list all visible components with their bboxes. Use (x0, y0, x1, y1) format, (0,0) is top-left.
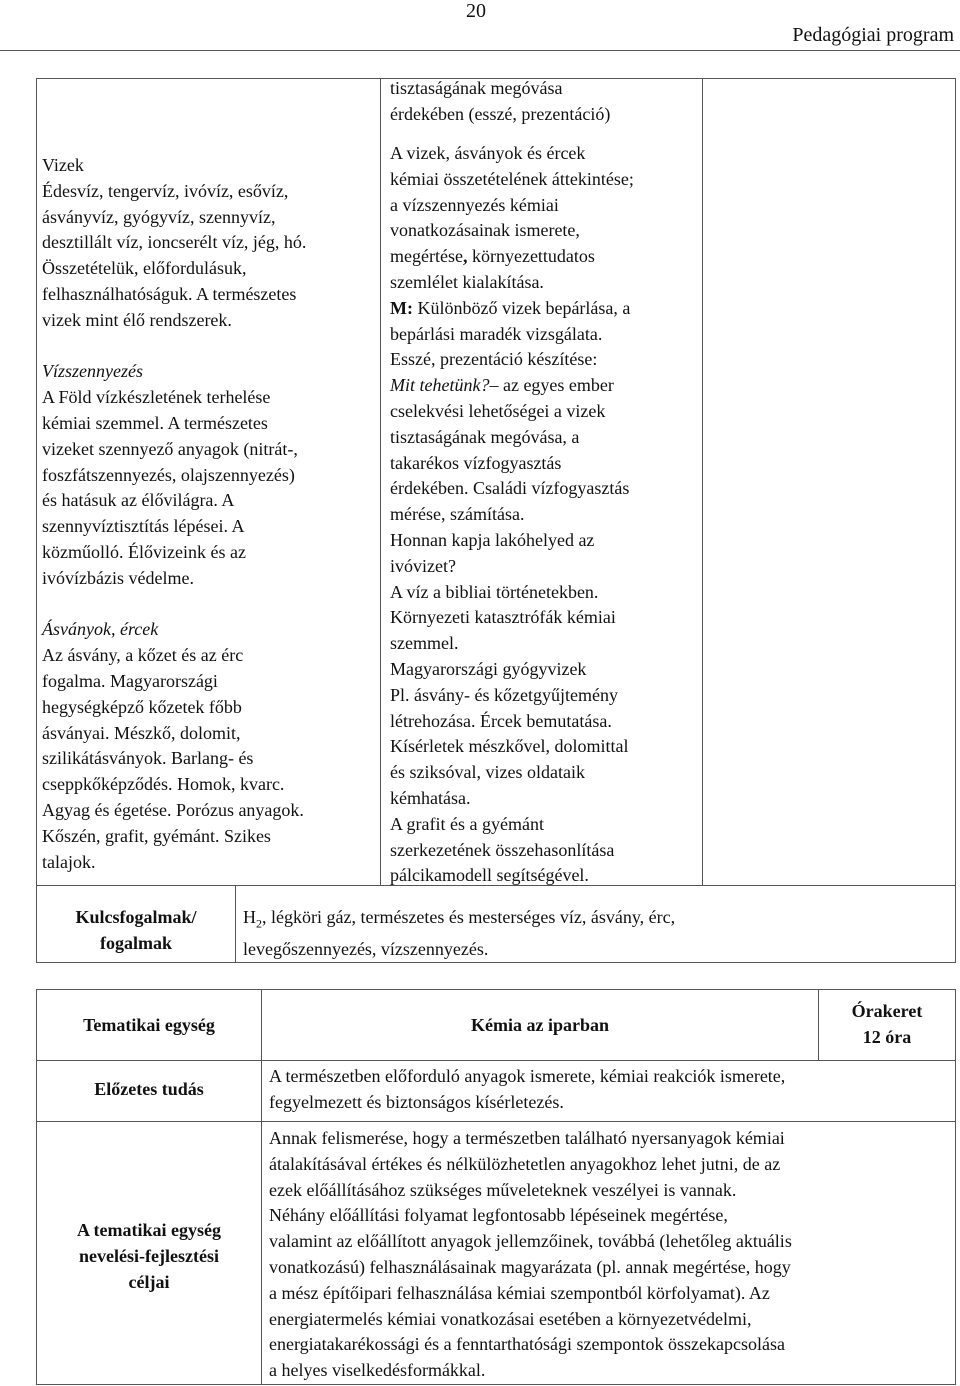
text-line: A vizek, ásványok és ércek (390, 143, 586, 163)
text-line: létrehozása. Ércek bemutatása. (390, 710, 612, 731)
text-line: érdekében. Családi vízfogyasztás (390, 478, 630, 499)
document-title: Pedagógiai program (792, 24, 954, 46)
text-line: szerkezetének összehasonlítása (390, 839, 615, 860)
text-line: fogalma. Magyarországi (42, 670, 218, 691)
page-number: 20 (466, 0, 486, 22)
text-line: szennyvíztisztítás lépései. A (42, 516, 245, 537)
unit-label: Tematikai egység (83, 1015, 215, 1035)
prior-label: Előzetes tudás (94, 1079, 204, 1099)
text-line: Agyag és égetése. Porózus anyagok. (42, 799, 304, 820)
text-line: foszfátszennyezés, olajszennyezés) (42, 464, 295, 485)
text-line: talajok. (42, 851, 96, 872)
text-line: és hatásuk az élővilágra. A (42, 490, 235, 511)
text-line: kémiai szemmel. A természetes (42, 412, 268, 433)
text-line: A természetben előforduló anyagok ismerete, kémiai reakciók ismerete, (269, 1066, 786, 1086)
text-line: szemlélet kialakítása. (390, 271, 544, 292)
text-line: fegyelmezett és biztonságos kísérletezés. (269, 1091, 564, 1112)
text-line: tisztaságának megóvása, a (390, 426, 580, 447)
text-line: Kísérletek mészkővel, dolomittal (390, 736, 629, 757)
text-line: ásványai. Mészkő, dolomit, (42, 722, 241, 743)
text-line: A víz a bibliai történetekben. (390, 581, 599, 602)
header-rule (0, 50, 960, 51)
text-line: Magyarországi gyógyvizek (390, 658, 587, 679)
text-line: valamint az előállított anyagok jellemzőinek, továbbá (lehetőleg aktuális (269, 1231, 792, 1252)
text-line: Mit tehetünk?– az egyes ember (390, 375, 614, 396)
text-line: Vizek (42, 155, 84, 175)
text-line: közműolló. Élővizeink és az (42, 541, 246, 562)
text-line: Összetételük, előfordulásuk, (42, 258, 247, 279)
text-line: ivóvízbázis védelme. (42, 567, 194, 588)
text-line: szilikátásványok. Barlang- és (42, 748, 254, 769)
text-line: desztillált víz, ioncserélt víz, jég, hó. (42, 232, 307, 253)
text-line: energiatakarékossági és a fenntarthatósági szempontok összekapcsolása (269, 1334, 785, 1355)
text-line: ezek előállításához szükséges műveleteknek veszélyei is vannak. (269, 1179, 737, 1200)
text-line: cselekvési lehetőségei a vizek (390, 400, 606, 421)
text-line: Honnan kapja lakóhelyed az (390, 529, 595, 550)
text-line: felhasználhatóságuk. A természetes (42, 283, 297, 304)
unit-title: Kémia az iparban (471, 1015, 609, 1035)
notes-cell (702, 78, 956, 886)
text-line: a mész építőipari felhasználása kémiai szempontból körfolyamat). Az (269, 1282, 770, 1303)
text-line: vizeket szennyező anyagok (nitrát-, (42, 438, 298, 459)
text-line: megértése, környezettudatos (390, 246, 595, 267)
text-line: energiatermelés kémiai vonatkozásai esetében a környezetvédelmi, (269, 1308, 752, 1329)
text-line: hegységképző kőzetek főbb (42, 696, 242, 717)
keyconcepts-label: Kulcsfogalmak/ fogalmak (75, 907, 197, 953)
text-line: Vízszennyezés (42, 361, 143, 382)
hours-block (818, 999, 956, 1051)
activities-text (390, 141, 634, 889)
activities-top-text (390, 76, 610, 128)
text-line: vonatkozású) felhasználásainak magyarázata (pl. annak megértése, hogy (269, 1256, 791, 1277)
text-line: Kőszén, grafit, gyémánt. Szikes (42, 825, 271, 846)
text-line: a helyes viselkedésformákkal. (269, 1360, 486, 1381)
text-line: vonatkozásainak ismerete, (390, 220, 580, 241)
text-line: bepárlási maradék vizsgálata. (390, 323, 603, 344)
text-line: szemmel. (390, 633, 459, 654)
text-line: A Föld vízkészletének terhelése (42, 387, 271, 408)
text-line: érdekében (esszé, prezentáció) (390, 103, 611, 124)
prior-text (269, 1064, 785, 1116)
text-line: Esszé, prezentáció készítése: (390, 349, 598, 370)
hours-label: Órakeret (851, 1001, 923, 1021)
text-line: cseppkőképződés. Homok, kvarc. (42, 774, 285, 795)
text-line: tisztaságának megóvása (390, 78, 563, 98)
text-line (42, 592, 306, 618)
text-line: M: Különböző vizek bepárlása, a (390, 297, 631, 318)
text-line: mérése, számítása. (390, 504, 525, 525)
text-line: Ásványok, ércek (42, 619, 159, 640)
text-line: a vízszennyezés kémiai (390, 194, 559, 215)
text-line: ásványvíz, gyógyvíz, szennyvíz, (42, 206, 276, 227)
text-line: és sziksóval, vizes oldataik (390, 762, 585, 783)
text-line: Édesvíz, tengervíz, ivóvíz, esővíz, (42, 180, 289, 201)
text-line: Annak felismerése, hogy a természetben található nyersanyagok kémiai (269, 1128, 785, 1148)
text-line: kémiai összetételének áttekintése; (390, 168, 634, 189)
text-line: vizek mint élő rendszerek. (42, 309, 232, 330)
text-line: Környezeti katasztrófák kémiai (390, 607, 616, 628)
text-line: ivóvizet? (390, 555, 456, 576)
goals-label: A tematikai egység nevelési-fejlesztési céljai (77, 1220, 221, 1292)
text-line: kémhatása. (390, 787, 471, 808)
goals-text (269, 1126, 792, 1384)
hours-value: 12 óra (862, 1026, 912, 1047)
text-line: takarékos vízfogyasztás (390, 452, 562, 473)
keyconcepts-text: $H_2$, légköri gáz, természetes és mesterséges víz, ásvány, érc, levegőszennyezés, vízszennyezés. (243, 907, 676, 960)
text-line: átalakításával értékes és nélkülözhetetlen anyagokhoz lehet jutni, de az (269, 1153, 781, 1174)
text-line: Az ásvány, a kőzet és az érc (42, 645, 244, 666)
text-line: Néhány előállítási folyamat legfontosabb lépéseinek megértése, (269, 1205, 728, 1226)
text-line (42, 334, 306, 360)
content-text (42, 153, 306, 875)
text-line: A grafit és a gyémánt (390, 813, 544, 834)
text-line: Pl. ásvány- és kőzetgyűjtemény (390, 684, 618, 705)
text-line: pálcikamodell segítségével. (390, 865, 589, 886)
